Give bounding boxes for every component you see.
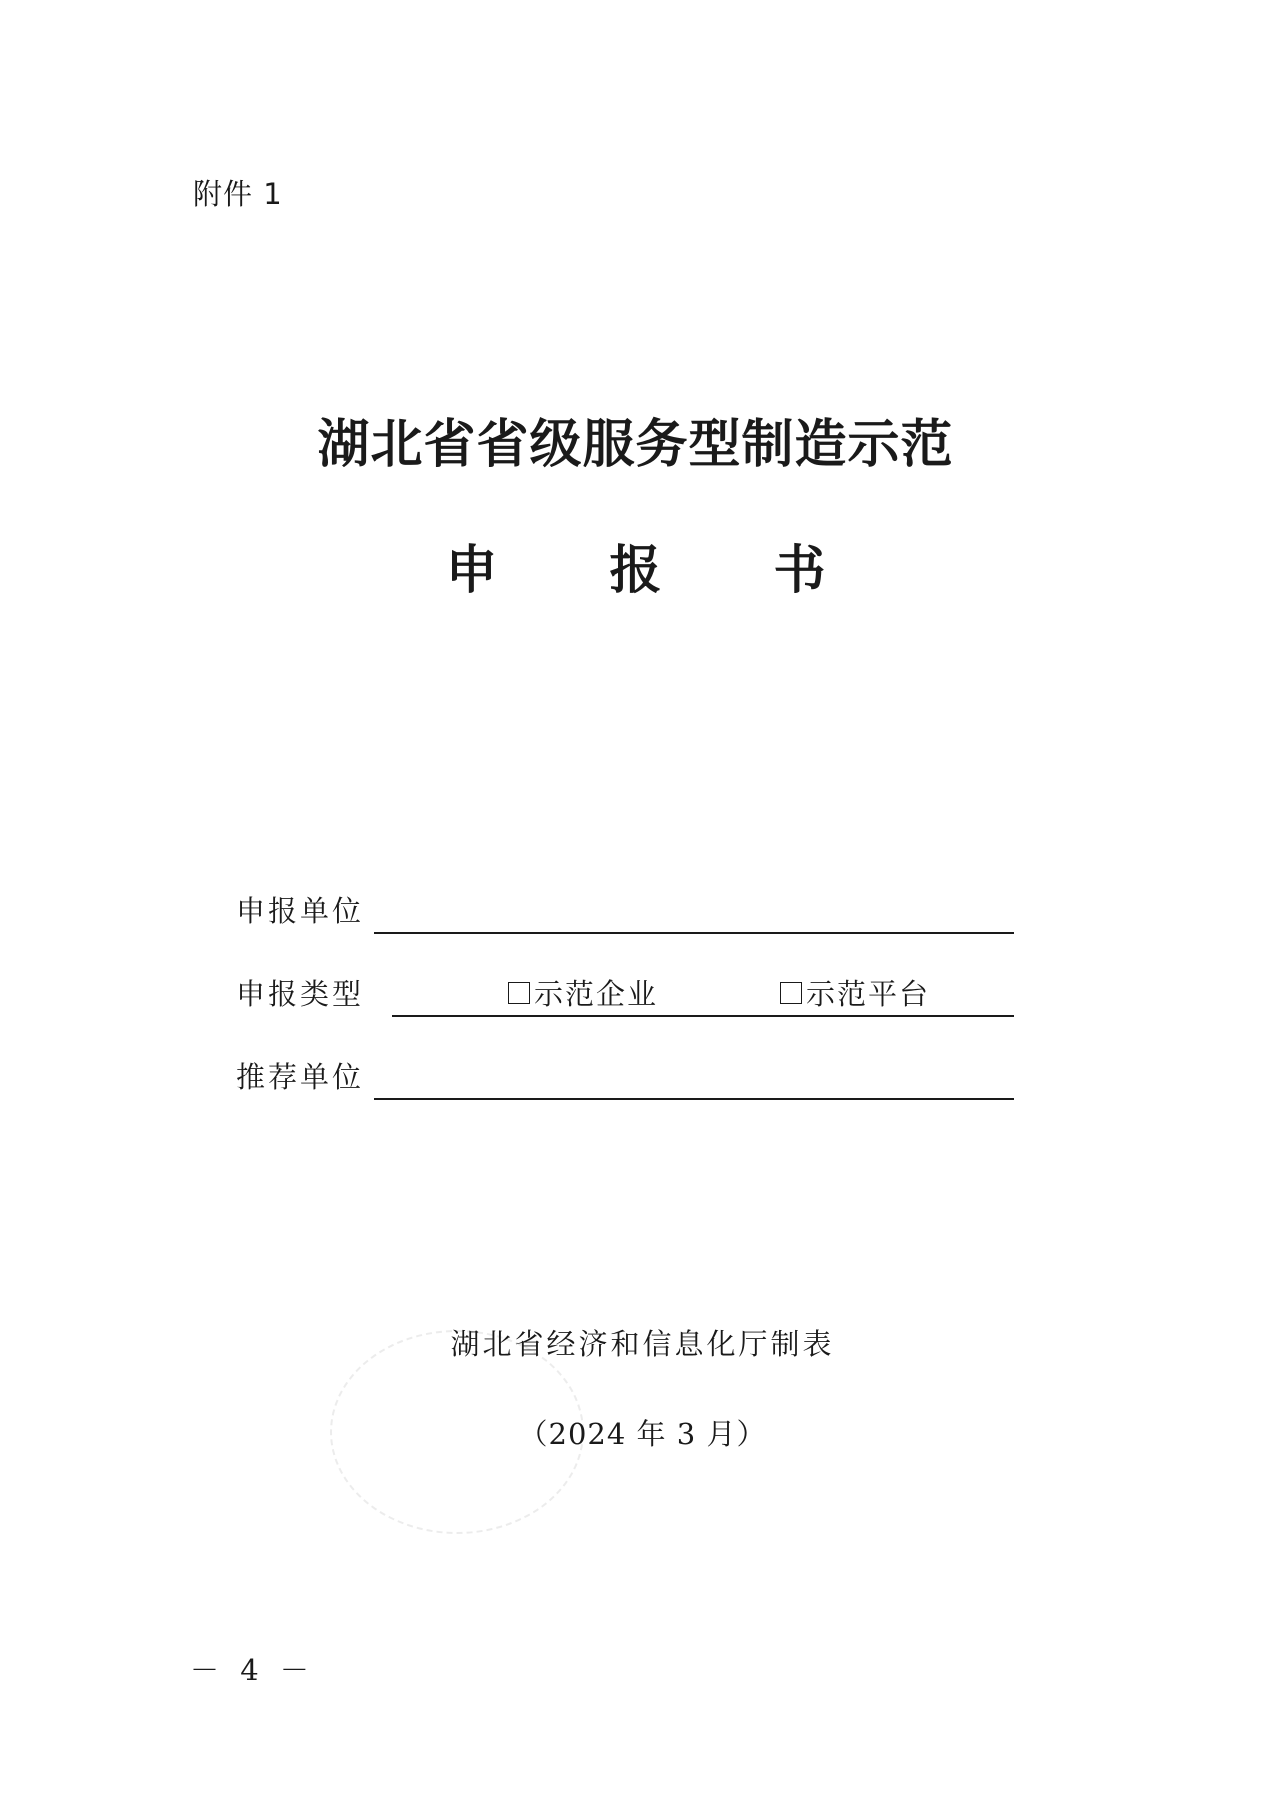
checkbox-icon[interactable]: [508, 982, 530, 1004]
issue-date: （2024 年 3 月）: [518, 1417, 767, 1451]
applicant-unit-input-line[interactable]: [374, 932, 1014, 934]
subtitle-char: 报: [609, 541, 662, 601]
issuer-text: 湖北省经济和信息化厅制表: [450, 1327, 835, 1361]
recommending-unit-field: [236, 1058, 1014, 1102]
application-type-field: [236, 975, 1014, 1019]
option-demo-platform[interactable]: [780, 972, 930, 1013]
subtitle-char: 申: [445, 541, 498, 601]
application-type-line: [392, 1015, 1014, 1017]
applicant-unit-field: [236, 892, 1014, 936]
document-title: 湖北省省级服务型制造示范: [317, 415, 954, 475]
option-demo-enterprise-label: 示范企业: [534, 977, 659, 1011]
attachment-label: 附件 1: [193, 177, 283, 211]
recommending-unit-label: 推荐单位: [236, 1060, 365, 1094]
applicant-unit-label: 申报单位: [236, 894, 365, 928]
option-demo-platform-label: 示范平台: [806, 977, 931, 1011]
page-number: － 4 －: [190, 1653, 315, 1687]
checkbox-icon[interactable]: [780, 982, 802, 1004]
application-type-label: 申报类型: [236, 977, 365, 1011]
subtitle-char: 书: [773, 541, 826, 601]
document-subtitle: [0, 536, 1271, 606]
option-demo-enterprise[interactable]: [508, 972, 658, 1013]
recommending-unit-input-line[interactable]: [374, 1098, 1014, 1100]
